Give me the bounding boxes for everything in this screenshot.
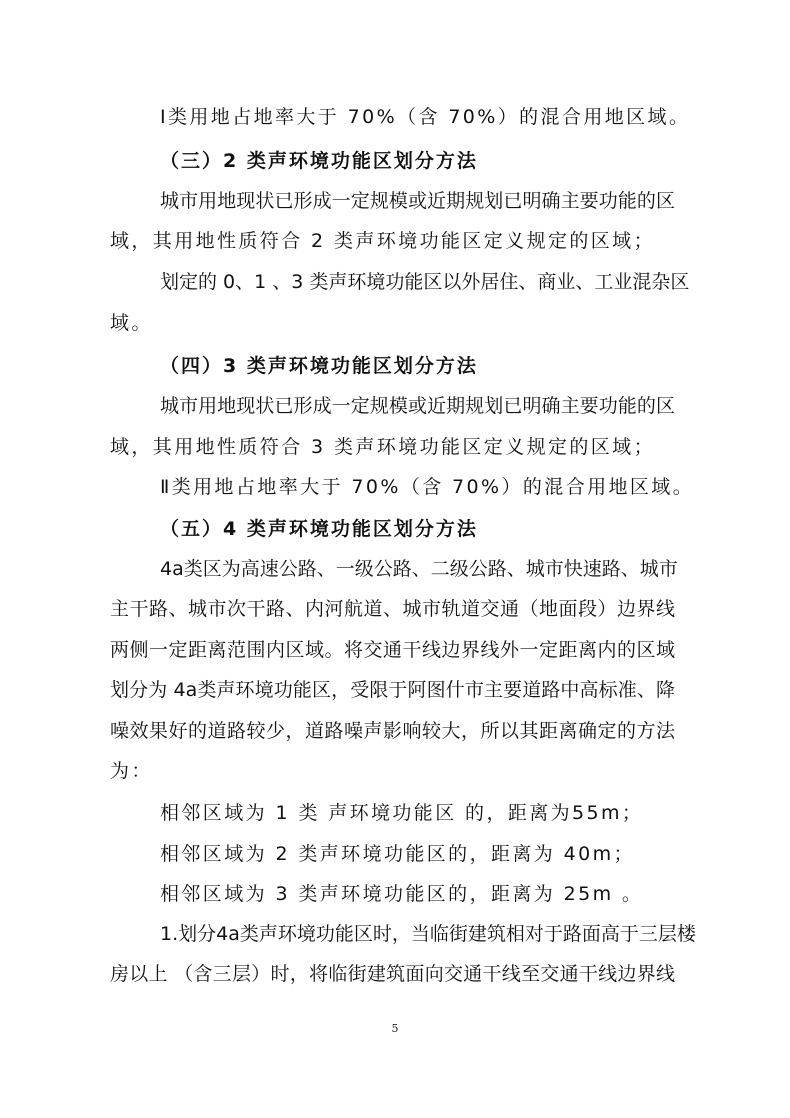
paragraph-line: Ⅰ类用地占地率大于 70%（含 70%）的混合用地区域。 (160, 106, 691, 128)
paragraph-line: 划分为 4a类声环境功能区，受限于阿图什市主要道路中高标准、降 (110, 679, 675, 701)
paragraph-line: 房以上 （含三层）时，将临街建筑面向交通干线至交通干线边界线 (110, 963, 675, 985)
paragraph-line: 域，其用地性质符合 2 类声环境功能区定义规定的区域； (110, 230, 655, 252)
paragraph-line: 城市用地现状已形成一定规模或近期规划已明确主要功能的区 (160, 190, 675, 212)
paragraph-line: 主干路、城市次干路、内河航道、城市轨道交通（地面段）边界线 (110, 598, 675, 620)
paragraph-line: 为： (110, 760, 153, 782)
paragraph-line: 域，其用地性质符合 3 类声环境功能区定义规定的区域； (110, 436, 655, 458)
page-number: 5 (391, 1022, 399, 1035)
section-heading: （三）2 类声环境功能区划分方法 (160, 150, 478, 172)
section-heading: （四）3 类声环境功能区划分方法 (160, 355, 478, 377)
section-heading: （五）4 类声环境功能区划分方法 (160, 518, 478, 540)
paragraph-line: 相邻区域为 2 类声环境功能区的，距离为 40m； (160, 843, 635, 865)
paragraph-line: 1.划分4a类声环境功能区时，当临街建筑相对于路面高于三层楼 (160, 923, 696, 945)
paragraph-line: 噪效果好的道路较少，道路噪声影响较大，所以其距离确定的方法 (110, 720, 675, 742)
paragraph-line: 相邻区域为 1 类 声环境功能区 的，距离为55m； (160, 802, 644, 824)
paragraph-line: 划定的 0、1 、3 类声环境功能区以外居住、商业、工业混杂区 (160, 271, 690, 293)
paragraph-line: 域。 (110, 312, 153, 334)
paragraph-line: Ⅱ类用地占地率大于 70%（含 70%）的混合用地区域。 (160, 476, 695, 498)
paragraph-line: 城市用地现状已形成一定规模或近期规划已明确主要功能的区 (160, 395, 675, 417)
paragraph-line: 相邻区域为 3 类声环境功能区的，距离为 25m 。 (160, 883, 644, 905)
paragraph-line: 4a类区为高速公路、一级公路、二级公路、城市快速路、城市 (160, 558, 678, 580)
paragraph-line: 两侧一定距离范围内区域。将交通干线边界线外一定距离内的区域 (110, 639, 675, 661)
